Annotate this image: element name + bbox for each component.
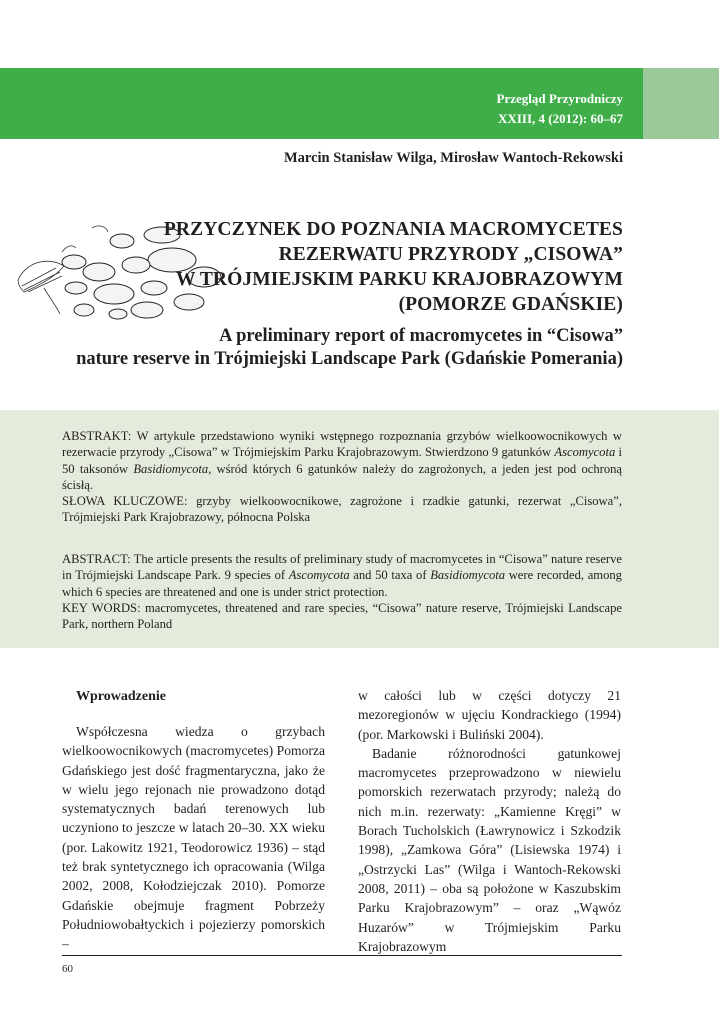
authors: Marcin Stanisław Wilga, Mirosław Wantoch-Rekowski [283, 150, 623, 166]
title-pl-line: W TRÓJMIEJSKIM PARKU KRAJOBRAZOWYM [175, 269, 623, 290]
journal-name: Przegląd Przyrodniczy [496, 91, 623, 106]
title-polish [164, 217, 623, 317]
body-paragraph: w całości lub w części dotyczy 21 mezoregionów w ujęciu Kondrackiego (1994) (por. Markowski i Buliński 2004). [358, 688, 621, 742]
body-paragraph: Współczesna wiedza o grzybach wielkoowocnikowych (macromycetes) Pomorza Gdańskiego jest dość fragmentaryczna, jako że w wielu jego rejonach nie prowadzono dotąd systematycznych badań terenowych lub uczyniono to jeszcze w latach 20–30. XX wieku (por. Lakowitz 1921, Teodorowicz 1936) – stąd też brak syntetycznego ich opracowania (Wilga 2002, 2008, Kołodziejczak 2010). Pomorze Gdańskie obejmuje fragment Pobrzeży Południowobałtyckich i pojezierzy pomorskich – [62, 724, 325, 952]
page-number: 60 [62, 963, 73, 975]
abstract-pl-label: ABSTRAKT: [62, 429, 132, 443]
abstract-en-label: ABSTRACT: [62, 552, 131, 566]
abstract-english [62, 551, 622, 632]
abstract-pl-text: ABSTRAKT: W artykule przedstawiono wyniki wstępnego rozpoznania grzybów wielkoowocnikowych w rezerwacie przyrody „Cisowa” w Trójmiejskim Parku Krajobrazowym. Stwierdzono 9 gatunków Ascomycota i 50 taksonów Basidiomycota, wśród których 6 gatunków należy do zagrożonych, a jeden jest pod ochroną ścisłą. [62, 429, 622, 492]
title-en-line: nature reserve in Trójmiejski Landscape Park (Gdańskie Pomerania) [76, 349, 623, 369]
title-pl-line: (POMORZE GDAŃSKIE) [398, 294, 623, 315]
title-en-line: A preliminary report of macromycetes in “Cisowa” [219, 326, 623, 346]
keywords-en: KEY WORDS: macromycetes, threatened and rare species, “Cisowa” nature reserve, Trójmiejski Landscape Park, northern Poland [62, 600, 622, 632]
body-column-left [62, 688, 325, 954]
title-pl-line: REZERWATU PRZYRODY „CISOWA” [278, 244, 623, 265]
footer-rule [62, 955, 622, 956]
body-paragraph: Badanie różnorodności gatunkowej macromycetes przeprowadzono w niewielu pomorskich rezerwatach przyrody; należą do nich m.in. rezerwaty: „Kamienne Kręgi” w Borach Tucholskich (Ławrynowicz i Szkodzik 1998), „Zamkowa Góra” (Lisiewska 1974) i „Ostrzycki Las” (Wilga i Wantoch-Rekowski 2008, 2011) – oba są położone w Kaszubskim Parku Krajobrazowym” – oraz „Wąwóz Huzarów” w Trójmiejskim Parku Krajobrazowym [358, 745, 621, 954]
title-english [76, 325, 623, 371]
title-pl-line: PRZYCZYNEK DO POZNANIA MACROMYCETES [163, 219, 623, 240]
abstract-en-text: ABSTRACT: The article presents the results of preliminary study of macromycetes in “Cisowa” nature reserve in Trójmiejski Landscape Park. 9 species of Ascomycota and 50 taxa of Basidiomycota were recorded, among which 6 species are threatened and one is under strict protection. [62, 552, 622, 599]
section-heading: Wprowadzenie [76, 689, 166, 704]
header-side-tab [643, 68, 719, 139]
body-column-right [358, 686, 621, 956]
journal-citation [497, 89, 623, 129]
abstract-polish [62, 428, 622, 526]
journal-volume: XXIII, 4 (2012): 60–67 [498, 111, 623, 126]
keywords-pl: SŁOWA KLUCZOWE: grzyby wielkoowocnikowe, zagrożone i rzadkie gatunki, rezerwat „Cisowa”, Trójmiejski Park Krajobrazowy, północna Polska [62, 494, 622, 525]
